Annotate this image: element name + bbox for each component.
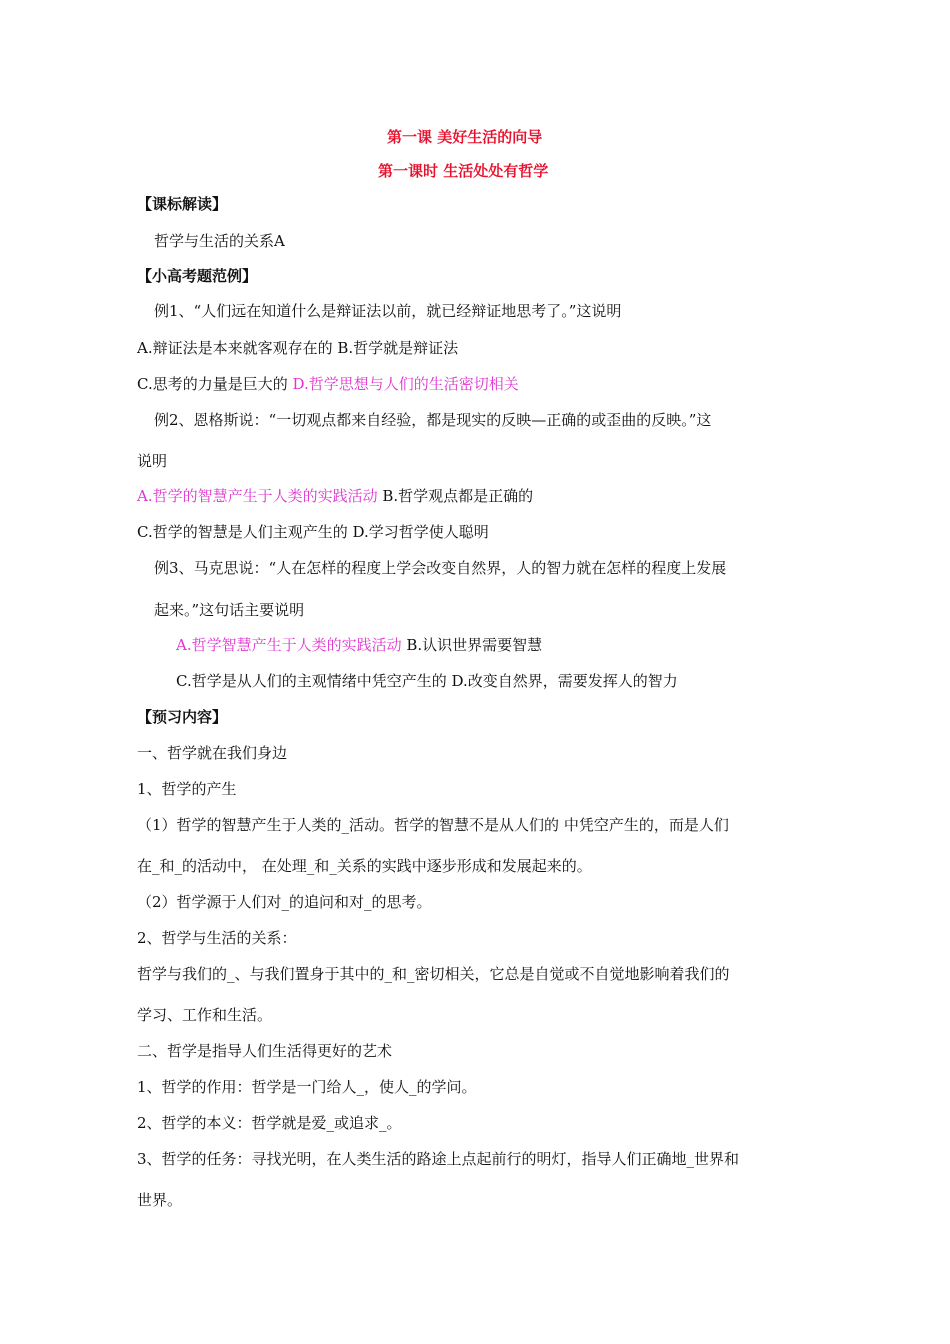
preview-line: 2、哲学与生活的关系： [137,929,297,947]
preview-line: 哲学与我们的_、与我们置身于其中的_和_密切相关，它总是自觉或不自觉地影响着我们的 [137,965,730,983]
example-1-options-cd [137,374,519,394]
preview-line: 一、哲学就在我们身边 [137,744,288,762]
example-2-question: 例2、恩格斯说：“一切观点都来自经验，都是现实的反映—正确的或歪曲的反映。”这 [154,411,712,429]
preview-line: 在_和_的活动中， 在处理_和_关系的实践中逐步形成和发展起来的。 [137,857,592,875]
example-2-question-cont: 说明 [137,452,168,470]
example-1-option-c: C.思考的力量是巨大的 [137,375,293,393]
preview-line: （2）哲学源于人们对_的追问和对_的思考。 [137,893,432,911]
example-1-question: 例1、“人们远在知道什么是辩证法以前，就已经辩证地思考了。”这说明 [154,302,622,320]
example-3-question-cont: 起来。”这句话主要说明 [154,601,305,619]
lesson-title: 第一课 美好生活的向导 [387,128,543,146]
preview-line: 学习、工作和生活。 [137,1006,273,1024]
section-heading-examples: 【小高考题范例】 [137,267,258,285]
preview-line: 1、哲学的作用：哲学是一门给人_，使人_的学问。 [137,1078,477,1096]
example-3-option-b: B.认识世界需要智慧 [401,636,543,654]
example-2-options-ab [137,486,533,506]
preview-line: 二、哲学是指导人们生活得更好的艺术 [137,1042,393,1060]
example-3-answer: A.哲学智慧产生于人类的实践活动 [176,636,402,654]
example-2-option-b: B.哲学观点都是正确的 [377,487,534,505]
example-2-answer: A.哲学的智慧产生于人类的实践活动 [137,487,378,505]
example-1-options-ab: A.辩证法是本来就客观存在的 B.哲学就是辩证法 [137,339,459,357]
example-3-question: 例3、马克思说：“人在怎样的程度上学会改变自然界，人的智力就在怎样的程度上发展 [154,559,727,577]
preview-line: （1）哲学的智慧产生于人类的_活动。哲学的智慧不是从人们的 中凭空产生的，而是人们 [137,816,729,834]
curriculum-text: 哲学与生活的关系A [154,232,285,250]
preview-line: 3、哲学的任务：寻找光明，在人类生活的路途上点起前行的明灯，指导人们正确地_世界和 [137,1150,740,1168]
example-3-options-ab [176,635,542,655]
example-1-answer: D.哲学思想与人们的生活密切相关 [292,375,519,393]
preview-line: 1、哲学的产生 [137,780,237,798]
section-heading-curriculum: 【课标解读】 [137,195,228,213]
example-3-options-cd: C.哲学是从人们的主观情绪中凭空产生的 D.改变自然界，需要发挥人的智力 [176,672,678,690]
section-heading-preview: 【预习内容】 [137,708,228,726]
preview-line: 2、哲学的本义：哲学就是爱_或追求_。 [137,1114,402,1132]
lesson-subtitle: 第一课时 生活处处有哲学 [378,162,549,180]
preview-line: 世界。 [137,1191,183,1209]
example-2-options-cd: C.哲学的智慧是人们主观产生的 D.学习哲学使人聪明 [137,523,489,541]
